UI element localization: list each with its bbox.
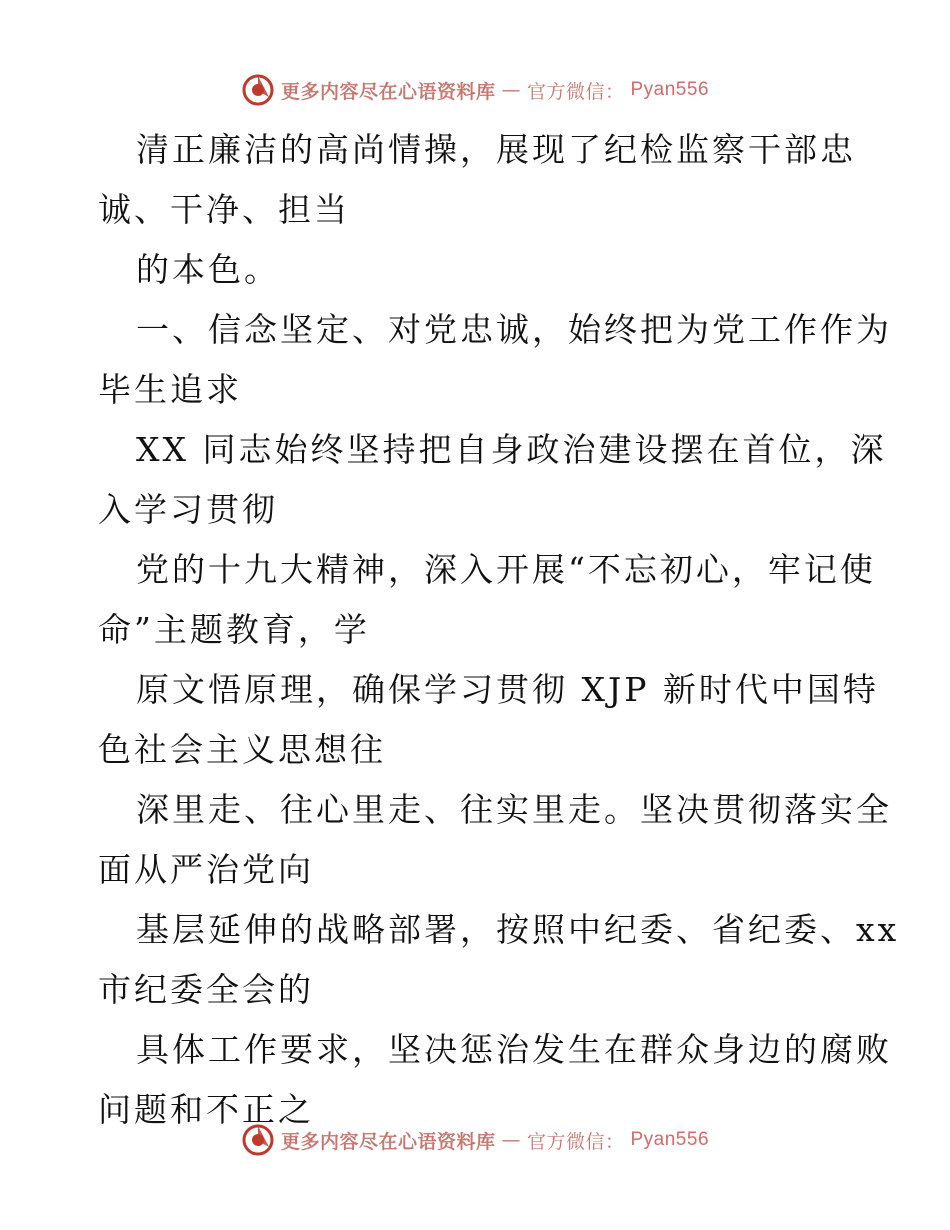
text-line: 原文悟原理，确保学习贯彻 XJP 新时代中国特 bbox=[136, 670, 879, 709]
header-wechat-id: Pyan556 bbox=[630, 79, 710, 100]
footer-wechat-label: 官方微信： bbox=[526, 1130, 625, 1153]
footer-banner bbox=[0, 1122, 950, 1158]
footer-main-text: 更多内容尽在心语资料库 bbox=[280, 1130, 496, 1153]
text-line: 诚、干净、担当 bbox=[98, 190, 350, 229]
text-line: 市纪委全会的 bbox=[98, 970, 314, 1009]
header-banner bbox=[0, 72, 950, 108]
footer-wechat-id: Pyan556 bbox=[630, 1129, 710, 1150]
section-heading: 一、信念坚定、对党忠诚，始终把为党工作作为 bbox=[136, 310, 892, 349]
text-line: 党的十九大精神，深入开展“不忘初心，牢记使 bbox=[136, 550, 876, 589]
text-line: 基层延伸的战略部署，按照中纪委、省纪委、xx bbox=[136, 910, 900, 949]
brand-logo-icon bbox=[241, 73, 275, 107]
text-line: 清正廉洁的高尚情操，展现了纪检监察干部忠 bbox=[136, 130, 856, 169]
header-dash: — bbox=[501, 79, 521, 101]
brand-logo-icon bbox=[241, 1123, 275, 1157]
text-line: 面从严治党向 bbox=[98, 850, 314, 889]
text-line: 入学习贯彻 bbox=[98, 490, 278, 529]
text-line: 具体工作要求，坚决惩治发生在群众身边的腐败 bbox=[136, 1030, 892, 1069]
text-line: 问题和不正之 bbox=[98, 1090, 314, 1129]
text-line: 命”主题教育，学 bbox=[98, 610, 370, 649]
text-line: 的本色。 bbox=[136, 250, 280, 289]
footer-dash: — bbox=[501, 1129, 521, 1151]
text-line: XX 同志始终坚持把自身政治建设摆在首位，深 bbox=[136, 430, 887, 469]
section-heading-continued: 毕生追求 bbox=[98, 370, 242, 409]
header-wechat-label: 官方微信： bbox=[526, 80, 625, 103]
text-line: 深里走、往心里走、往实里走。坚决贯彻落实全 bbox=[136, 790, 892, 829]
text-line: 色社会主义思想往 bbox=[98, 730, 386, 769]
header-main-text: 更多内容尽在心语资料库 bbox=[280, 80, 496, 103]
document-body bbox=[98, 120, 900, 1140]
